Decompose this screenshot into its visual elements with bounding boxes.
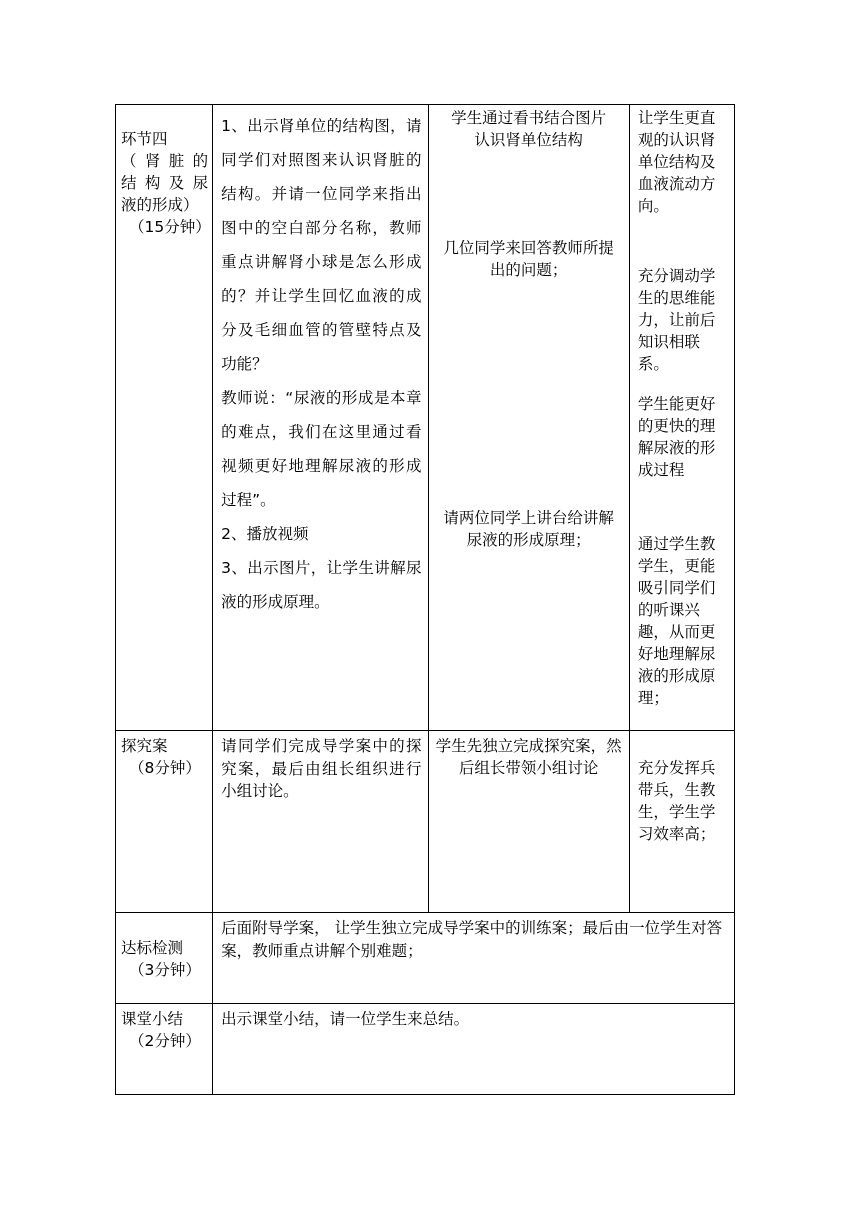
teacher-activity-text: 2、播放视频 <box>221 525 309 543</box>
teacher-activity-text: 教师说：“尿液的形成是本章的难点，我们在这里通过看视频更好地理解尿液的形成过程”。 <box>221 389 422 509</box>
stage-subtitle-line: 结构及尿 <box>121 174 209 192</box>
stage-duration: （3分钟） <box>129 961 201 979</box>
table-row-inquiry <box>116 731 735 913</box>
design-intent-text: 学生能更好的更快的理解尿液的形成过程 <box>637 395 716 479</box>
table-row-stage-four <box>116 105 735 731</box>
student-activity-text: 学生先独立完成探究案，然后组长带领小组讨论 <box>435 737 622 777</box>
table-row-assessment <box>116 913 735 1004</box>
stage-duration: （8分钟） <box>129 759 201 777</box>
table-row-summary <box>116 1004 735 1095</box>
design-intent-cell <box>629 731 734 913</box>
student-activity-cell <box>428 105 629 731</box>
stage-title: 达标检测 <box>121 939 184 957</box>
lesson-plan-table <box>115 104 735 1095</box>
merged-content-cell <box>213 913 735 1004</box>
stage-cell <box>116 731 213 913</box>
design-intent-text: 充分发挥兵带兵，生教生，学生学习效率高； <box>637 759 716 843</box>
design-intent-text: 充分调动学生的思维能力，让前后知识相联系。 <box>637 267 716 373</box>
stage-duration: （15分钟） <box>129 218 211 236</box>
stage-cell <box>116 105 213 731</box>
student-activity-text: 几位同学来回答教师所提出的问题； <box>443 239 614 279</box>
merged-content-text: 出示课堂小结，请一位学生来总结。 <box>221 1010 470 1028</box>
teacher-activity-text: 1、出示肾单位的结构图，请同学们对照图来认识肾脏的结构。并请一位同学来指出图中的空白部分名称，教师重点讲解肾小球是怎么形成的？并让学生回忆血液的成分及毛细血管的管壁特点及功能？ <box>221 117 422 373</box>
design-intent-cell <box>629 105 734 731</box>
teacher-activity-cell <box>213 731 428 913</box>
stage-cell <box>116 913 213 1004</box>
student-activity-text: 学生通过看书结合图片认识肾单位结构 <box>451 109 607 149</box>
stage-subtitle-line: 液的形成） <box>121 196 199 214</box>
teacher-activity-text: 请同学们完成导学案中的探究案，最后由组长组织进行小组讨论。 <box>221 737 422 800</box>
stage-title: 课堂小结 <box>121 1010 184 1028</box>
merged-content-text: 后面附导学案， 让学生独立完成导学案中的训练案；最后由一位学生对答案，教师重点讲解个别难题； <box>221 919 723 960</box>
teacher-activity-cell <box>213 105 428 731</box>
stage-subtitle-line: （肾脏的 <box>121 152 209 170</box>
design-intent-text: 通过学生教学生，更能吸引同学们的听课兴趣，从而更好地理解尿液的形成原理； <box>637 535 716 707</box>
stage-duration: （2分钟） <box>129 1032 201 1050</box>
stage-cell <box>116 1004 213 1095</box>
teacher-activity-text: 3、出示图片，让学生讲解尿液的形成原理。 <box>221 559 422 611</box>
design-intent-text: 让学生更直观的认识肾单位结构及血液流动方向。 <box>637 109 716 215</box>
student-activity-text: 请两位同学上讲台给讲解尿液的形成原理； <box>443 509 614 549</box>
stage-title: 环节四 <box>121 130 168 148</box>
stage-title: 探究案 <box>121 737 168 755</box>
merged-content-cell <box>213 1004 735 1095</box>
student-activity-cell <box>428 731 629 913</box>
